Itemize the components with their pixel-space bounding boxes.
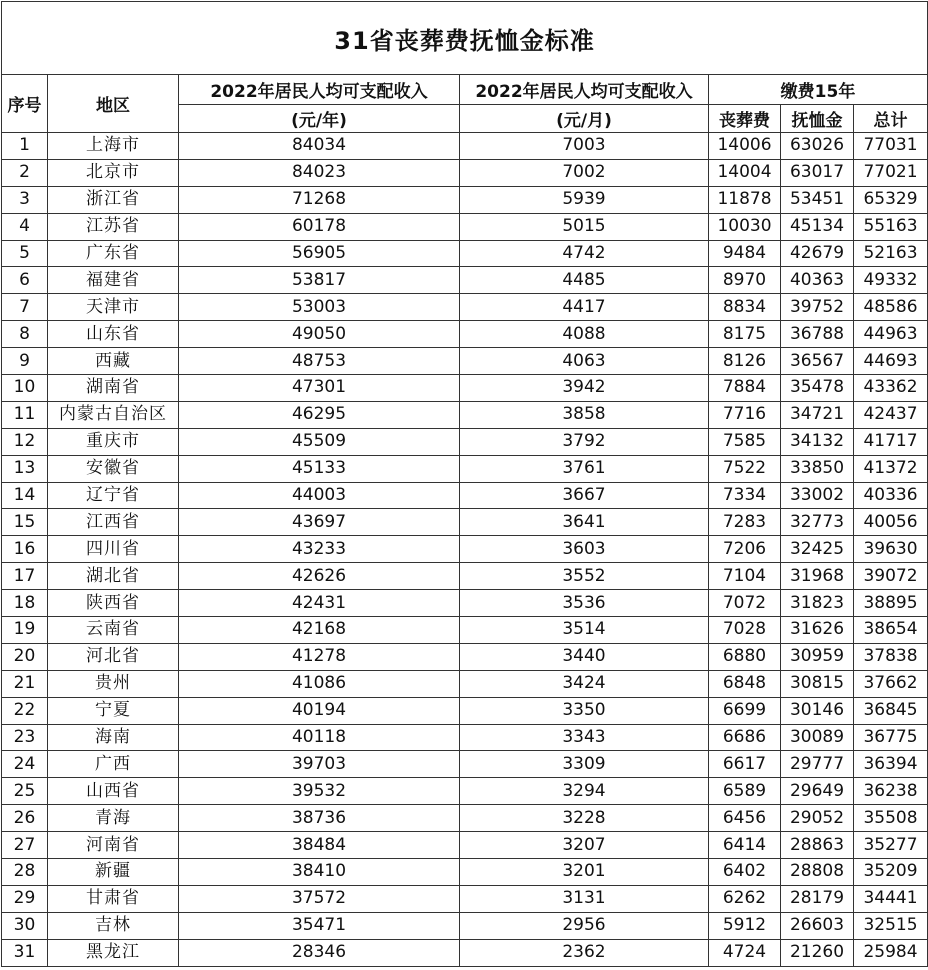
cell-index: 16 — [2, 536, 48, 563]
header-region: 地区 — [48, 75, 179, 133]
table-row — [2, 805, 928, 832]
cell-funeral-fee: 7283 — [709, 509, 781, 536]
cell-region: 上海市 — [48, 133, 179, 160]
cell-monthly-income: 4485 — [460, 267, 709, 294]
cell-index: 5 — [2, 240, 48, 267]
cell-monthly-income: 5939 — [460, 186, 709, 213]
header-group-15-years: 缴费15年 — [709, 75, 928, 105]
cell-region: 黑龙江 — [48, 939, 179, 966]
cell-index: 12 — [2, 428, 48, 455]
table-row — [2, 778, 928, 805]
cell-annual-income: 40118 — [179, 724, 460, 751]
header-funeral-fee: 丧葬费 — [709, 105, 781, 133]
cell-pension: 29052 — [781, 805, 854, 832]
table-row — [2, 939, 928, 966]
cell-total: 38654 — [854, 617, 928, 644]
cell-monthly-income: 5015 — [460, 213, 709, 240]
cell-monthly-income: 4417 — [460, 294, 709, 321]
cell-index: 14 — [2, 482, 48, 509]
table-row — [2, 482, 928, 509]
cell-monthly-income: 3536 — [460, 590, 709, 617]
cell-total: 25984 — [854, 939, 928, 966]
cell-region: 青海 — [48, 805, 179, 832]
cell-index: 3 — [2, 186, 48, 213]
cell-region: 安徽省 — [48, 455, 179, 482]
cell-pension: 63017 — [781, 159, 854, 186]
cell-annual-income: 56905 — [179, 240, 460, 267]
cell-pension: 29649 — [781, 778, 854, 805]
header-monthly-income: 2022年居民人均可支配收入 — [460, 75, 709, 105]
cell-pension: 28179 — [781, 885, 854, 912]
cell-annual-income: 53003 — [179, 294, 460, 321]
standards-table — [1, 1, 928, 967]
cell-index: 27 — [2, 832, 48, 859]
cell-funeral-fee: 14006 — [709, 133, 781, 160]
cell-pension: 36567 — [781, 348, 854, 375]
table-row — [2, 240, 928, 267]
cell-total: 35508 — [854, 805, 928, 832]
cell-pension: 28863 — [781, 832, 854, 859]
cell-pension: 63026 — [781, 133, 854, 160]
cell-index: 15 — [2, 509, 48, 536]
table-body — [2, 133, 928, 967]
table-title: 31省丧葬费抚恤金标准 — [2, 2, 928, 75]
cell-region: 湖南省 — [48, 375, 179, 402]
cell-funeral-fee: 6699 — [709, 697, 781, 724]
cell-index: 25 — [2, 778, 48, 805]
cell-funeral-fee: 8126 — [709, 348, 781, 375]
cell-region: 宁夏 — [48, 697, 179, 724]
table-row — [2, 267, 928, 294]
table-row — [2, 375, 928, 402]
table-row — [2, 159, 928, 186]
cell-total: 49332 — [854, 267, 928, 294]
cell-monthly-income: 3343 — [460, 724, 709, 751]
cell-funeral-fee: 7716 — [709, 401, 781, 428]
cell-funeral-fee: 5912 — [709, 912, 781, 939]
cell-region: 辽宁省 — [48, 482, 179, 509]
cell-funeral-fee: 10030 — [709, 213, 781, 240]
cell-pension: 26603 — [781, 912, 854, 939]
table-row — [2, 912, 928, 939]
cell-funeral-fee: 8834 — [709, 294, 781, 321]
cell-pension: 45134 — [781, 213, 854, 240]
cell-monthly-income: 3641 — [460, 509, 709, 536]
cell-monthly-income: 2956 — [460, 912, 709, 939]
cell-pension: 28808 — [781, 859, 854, 886]
cell-region: 江苏省 — [48, 213, 179, 240]
cell-index: 31 — [2, 939, 48, 966]
cell-region: 北京市 — [48, 159, 179, 186]
cell-region: 内蒙古自治区 — [48, 401, 179, 428]
cell-total: 34441 — [854, 885, 928, 912]
table-row — [2, 133, 928, 160]
table-row — [2, 670, 928, 697]
cell-annual-income: 53817 — [179, 267, 460, 294]
cell-total: 36845 — [854, 697, 928, 724]
cell-total: 43362 — [854, 375, 928, 402]
cell-index: 22 — [2, 697, 48, 724]
cell-region: 吉林 — [48, 912, 179, 939]
cell-funeral-fee: 11878 — [709, 186, 781, 213]
cell-funeral-fee: 7206 — [709, 536, 781, 563]
cell-annual-income: 41278 — [179, 643, 460, 670]
cell-monthly-income: 4063 — [460, 348, 709, 375]
cell-annual-income: 42626 — [179, 563, 460, 590]
cell-funeral-fee: 7585 — [709, 428, 781, 455]
cell-index: 23 — [2, 724, 48, 751]
cell-pension: 33002 — [781, 482, 854, 509]
cell-index: 24 — [2, 751, 48, 778]
header-annual-income: 2022年居民人均可支配收入 — [179, 75, 460, 105]
cell-index: 11 — [2, 401, 48, 428]
cell-funeral-fee: 6589 — [709, 778, 781, 805]
cell-monthly-income: 7002 — [460, 159, 709, 186]
cell-region: 贵州 — [48, 670, 179, 697]
cell-region: 江西省 — [48, 509, 179, 536]
cell-funeral-fee: 7072 — [709, 590, 781, 617]
cell-monthly-income: 3424 — [460, 670, 709, 697]
cell-annual-income: 28346 — [179, 939, 460, 966]
cell-pension: 34721 — [781, 401, 854, 428]
cell-funeral-fee: 7522 — [709, 455, 781, 482]
header-total: 总计 — [854, 105, 928, 133]
table-row — [2, 401, 928, 428]
table-row — [2, 536, 928, 563]
cell-monthly-income: 3350 — [460, 697, 709, 724]
spreadsheet — [1, 1, 927, 967]
cell-monthly-income: 4088 — [460, 321, 709, 348]
cell-total: 52163 — [854, 240, 928, 267]
cell-pension: 33850 — [781, 455, 854, 482]
cell-total: 40336 — [854, 482, 928, 509]
cell-monthly-income: 3309 — [460, 751, 709, 778]
cell-monthly-income: 3603 — [460, 536, 709, 563]
table-row — [2, 590, 928, 617]
cell-total: 65329 — [854, 186, 928, 213]
cell-annual-income: 84034 — [179, 133, 460, 160]
cell-region: 广西 — [48, 751, 179, 778]
cell-region: 浙江省 — [48, 186, 179, 213]
cell-funeral-fee: 6880 — [709, 643, 781, 670]
cell-monthly-income: 3667 — [460, 482, 709, 509]
table-row — [2, 697, 928, 724]
cell-annual-income: 42168 — [179, 617, 460, 644]
cell-region: 甘肃省 — [48, 885, 179, 912]
header-monthly-unit: (元/月) — [460, 105, 709, 133]
cell-monthly-income: 3858 — [460, 401, 709, 428]
cell-index: 29 — [2, 885, 48, 912]
cell-annual-income: 39532 — [179, 778, 460, 805]
table-row — [2, 832, 928, 859]
cell-index: 19 — [2, 617, 48, 644]
cell-annual-income: 42431 — [179, 590, 460, 617]
header-index: 序号 — [2, 75, 48, 133]
cell-monthly-income: 2362 — [460, 939, 709, 966]
cell-region: 山西省 — [48, 778, 179, 805]
cell-funeral-fee: 7334 — [709, 482, 781, 509]
cell-index: 4 — [2, 213, 48, 240]
cell-index: 10 — [2, 375, 48, 402]
cell-pension: 30959 — [781, 643, 854, 670]
cell-monthly-income: 3440 — [460, 643, 709, 670]
cell-monthly-income: 3514 — [460, 617, 709, 644]
cell-total: 35209 — [854, 859, 928, 886]
cell-total: 36394 — [854, 751, 928, 778]
cell-total: 36775 — [854, 724, 928, 751]
cell-pension: 21260 — [781, 939, 854, 966]
cell-total: 37662 — [854, 670, 928, 697]
cell-total: 77021 — [854, 159, 928, 186]
cell-funeral-fee: 8175 — [709, 321, 781, 348]
cell-index: 1 — [2, 133, 48, 160]
cell-index: 30 — [2, 912, 48, 939]
cell-region: 湖北省 — [48, 563, 179, 590]
table-row — [2, 617, 928, 644]
cell-total: 39072 — [854, 563, 928, 590]
table-row — [2, 509, 928, 536]
cell-total: 77031 — [854, 133, 928, 160]
cell-region: 河南省 — [48, 832, 179, 859]
cell-region: 西藏 — [48, 348, 179, 375]
cell-funeral-fee: 14004 — [709, 159, 781, 186]
table-row — [2, 428, 928, 455]
cell-funeral-fee: 8970 — [709, 267, 781, 294]
cell-region: 陕西省 — [48, 590, 179, 617]
table-row — [2, 643, 928, 670]
table-row — [2, 186, 928, 213]
cell-annual-income: 49050 — [179, 321, 460, 348]
table-row — [2, 455, 928, 482]
cell-pension: 29777 — [781, 751, 854, 778]
cell-funeral-fee: 4724 — [709, 939, 781, 966]
cell-monthly-income: 3228 — [460, 805, 709, 832]
cell-pension: 30146 — [781, 697, 854, 724]
cell-pension: 35478 — [781, 375, 854, 402]
cell-annual-income: 43233 — [179, 536, 460, 563]
cell-region: 福建省 — [48, 267, 179, 294]
cell-index: 20 — [2, 643, 48, 670]
cell-funeral-fee: 6414 — [709, 832, 781, 859]
cell-region: 天津市 — [48, 294, 179, 321]
cell-total: 39630 — [854, 536, 928, 563]
cell-index: 26 — [2, 805, 48, 832]
cell-total: 40056 — [854, 509, 928, 536]
cell-region: 新疆 — [48, 859, 179, 886]
cell-monthly-income: 4742 — [460, 240, 709, 267]
cell-pension: 32773 — [781, 509, 854, 536]
cell-index: 18 — [2, 590, 48, 617]
cell-index: 7 — [2, 294, 48, 321]
cell-index: 17 — [2, 563, 48, 590]
cell-annual-income: 37572 — [179, 885, 460, 912]
table-row — [2, 751, 928, 778]
cell-funeral-fee: 7884 — [709, 375, 781, 402]
cell-funeral-fee: 6262 — [709, 885, 781, 912]
cell-monthly-income: 3942 — [460, 375, 709, 402]
cell-monthly-income: 3792 — [460, 428, 709, 455]
cell-index: 21 — [2, 670, 48, 697]
cell-region: 云南省 — [48, 617, 179, 644]
cell-total: 48586 — [854, 294, 928, 321]
cell-pension: 30815 — [781, 670, 854, 697]
table-row — [2, 724, 928, 751]
cell-index: 9 — [2, 348, 48, 375]
cell-annual-income: 46295 — [179, 401, 460, 428]
cell-region: 广东省 — [48, 240, 179, 267]
cell-funeral-fee: 9484 — [709, 240, 781, 267]
cell-annual-income: 38410 — [179, 859, 460, 886]
header-pension: 抚恤金 — [781, 105, 854, 133]
cell-monthly-income: 3552 — [460, 563, 709, 590]
cell-funeral-fee: 7028 — [709, 617, 781, 644]
table-row — [2, 563, 928, 590]
cell-total: 55163 — [854, 213, 928, 240]
table-row — [2, 321, 928, 348]
cell-total: 41372 — [854, 455, 928, 482]
cell-pension: 42679 — [781, 240, 854, 267]
cell-region: 海南 — [48, 724, 179, 751]
cell-annual-income: 40194 — [179, 697, 460, 724]
cell-annual-income: 38736 — [179, 805, 460, 832]
cell-annual-income: 43697 — [179, 509, 460, 536]
cell-pension: 31626 — [781, 617, 854, 644]
cell-funeral-fee: 6686 — [709, 724, 781, 751]
table-row — [2, 885, 928, 912]
cell-index: 8 — [2, 321, 48, 348]
cell-monthly-income: 3207 — [460, 832, 709, 859]
cell-funeral-fee: 6848 — [709, 670, 781, 697]
cell-total: 32515 — [854, 912, 928, 939]
cell-index: 13 — [2, 455, 48, 482]
cell-monthly-income: 7003 — [460, 133, 709, 160]
cell-annual-income: 45509 — [179, 428, 460, 455]
table-row — [2, 294, 928, 321]
cell-region: 重庆市 — [48, 428, 179, 455]
cell-region: 四川省 — [48, 536, 179, 563]
cell-total: 36238 — [854, 778, 928, 805]
cell-total: 37838 — [854, 643, 928, 670]
table-row — [2, 213, 928, 240]
cell-funeral-fee: 6456 — [709, 805, 781, 832]
cell-pension: 39752 — [781, 294, 854, 321]
cell-annual-income: 39703 — [179, 751, 460, 778]
cell-annual-income: 35471 — [179, 912, 460, 939]
cell-region: 河北省 — [48, 643, 179, 670]
cell-annual-income: 44003 — [179, 482, 460, 509]
cell-total: 41717 — [854, 428, 928, 455]
cell-pension: 40363 — [781, 267, 854, 294]
cell-total: 42437 — [854, 401, 928, 428]
cell-monthly-income: 3201 — [460, 859, 709, 886]
cell-total: 38895 — [854, 590, 928, 617]
cell-funeral-fee: 6617 — [709, 751, 781, 778]
cell-pension: 36788 — [781, 321, 854, 348]
cell-annual-income: 41086 — [179, 670, 460, 697]
cell-monthly-income: 3294 — [460, 778, 709, 805]
cell-monthly-income: 3761 — [460, 455, 709, 482]
cell-monthly-income: 3131 — [460, 885, 709, 912]
cell-pension: 31823 — [781, 590, 854, 617]
cell-index: 6 — [2, 267, 48, 294]
cell-annual-income: 47301 — [179, 375, 460, 402]
header-annual-unit: (元/年) — [179, 105, 460, 133]
cell-pension: 34132 — [781, 428, 854, 455]
cell-annual-income: 45133 — [179, 455, 460, 482]
cell-index: 2 — [2, 159, 48, 186]
cell-annual-income: 71268 — [179, 186, 460, 213]
cell-total: 44963 — [854, 321, 928, 348]
cell-funeral-fee: 6402 — [709, 859, 781, 886]
cell-pension: 32425 — [781, 536, 854, 563]
cell-annual-income: 60178 — [179, 213, 460, 240]
cell-total: 35277 — [854, 832, 928, 859]
cell-region: 山东省 — [48, 321, 179, 348]
cell-annual-income: 84023 — [179, 159, 460, 186]
table-row — [2, 859, 928, 886]
cell-index: 28 — [2, 859, 48, 886]
cell-pension: 53451 — [781, 186, 854, 213]
cell-funeral-fee: 7104 — [709, 563, 781, 590]
cell-pension: 31968 — [781, 563, 854, 590]
cell-annual-income: 38484 — [179, 832, 460, 859]
cell-annual-income: 48753 — [179, 348, 460, 375]
table-row — [2, 348, 928, 375]
cell-total: 44693 — [854, 348, 928, 375]
cell-pension: 30089 — [781, 724, 854, 751]
